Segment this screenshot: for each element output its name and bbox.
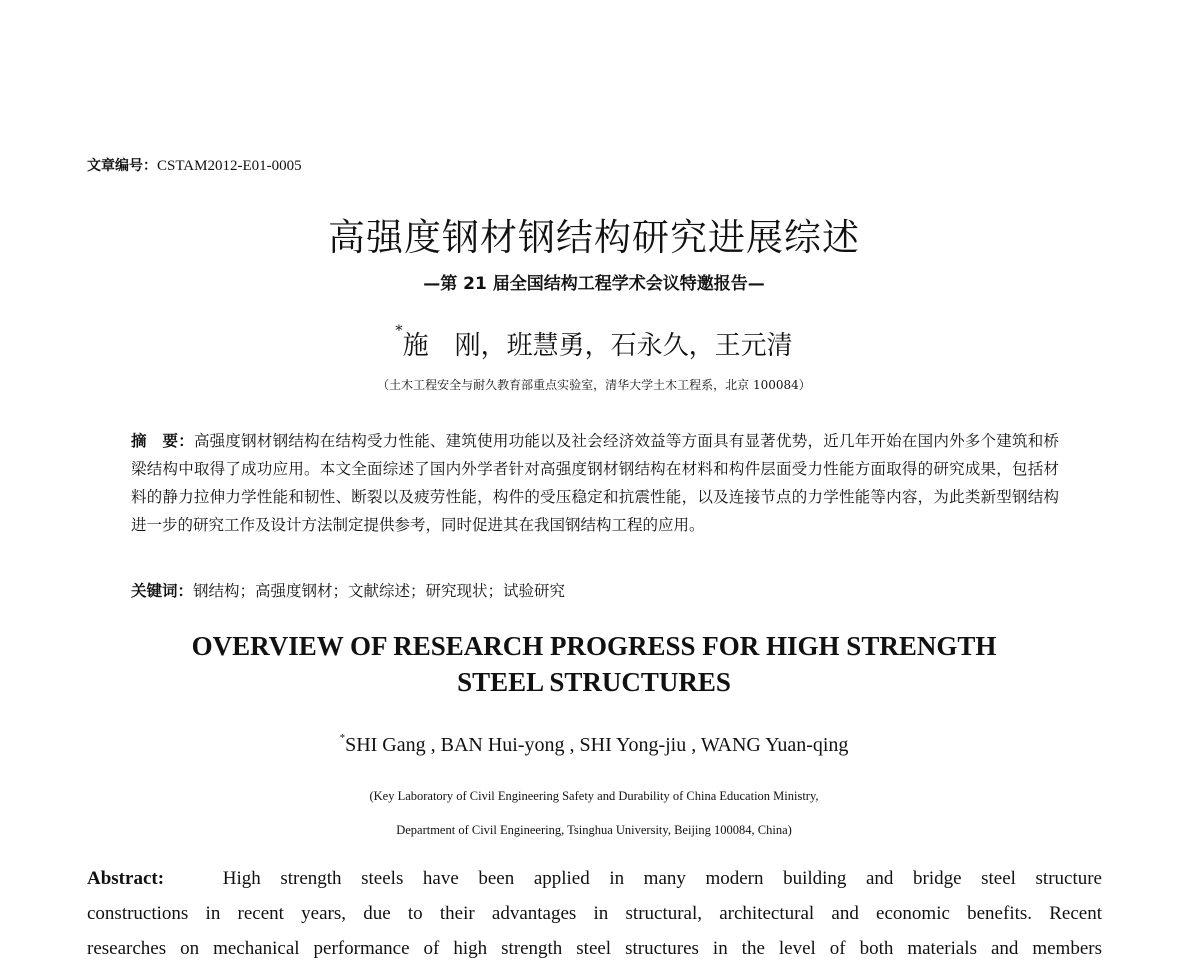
english-title-line-2: STEEL STRUCTURES [457, 667, 731, 697]
english-corresponding-author-mark: * [339, 732, 346, 744]
english-affiliation-line-1: (Key Laboratory of Civil Engineering Safety and Durability of China Education Ministry, [369, 789, 819, 803]
english-abstract [87, 861, 1102, 966]
english-authors [0, 734, 1188, 757]
english-abstract-text-1: High strength steels have been applied in many modern building and bridge steel structure [222, 868, 1102, 889]
chinese-keywords-label: 关键词： [131, 582, 194, 600]
english-author-names: SHI Gang , BAN Hui-yong , SHI Yong-jiu , WANG Yuan-qing [345, 734, 849, 756]
english-abstract-line-2: constructions in recent years, due to their advantages in structural, architectural and economic benefits. Recent [87, 903, 1102, 924]
corresponding-author-mark: * [395, 323, 403, 339]
chinese-abstract [131, 427, 1059, 539]
chinese-author-names: 施 刚，班慧勇，石永久，王元清 [402, 331, 793, 361]
english-title [120, 628, 1068, 700]
english-affiliation [0, 779, 1188, 847]
chinese-keywords [131, 579, 1059, 601]
chinese-subtitle: —第 21 届全国结构工程学术会议特邀报告— [423, 274, 765, 294]
english-abstract-label: Abstract: [87, 868, 165, 889]
chinese-authors [0, 325, 1188, 362]
english-affiliation-line-2: Department of Civil Engineering, Tsinghua University, Beijing 100084, China) [396, 823, 792, 837]
english-abstract-line-1 [87, 861, 1102, 896]
english-abstract-line-3: researches on mechanical performance of high strength steel structures in the level of both materials and members [87, 938, 1102, 959]
chinese-keywords-text: 钢结构；高强度钢材；文献综述；研究现状；试验研究 [193, 582, 566, 600]
article-number [87, 155, 302, 175]
article-number-label: 文章编号： [87, 158, 157, 174]
chinese-abstract-label: 摘 要： [131, 432, 194, 450]
chinese-title: 高强度钢材钢结构研究进展综述 [328, 216, 860, 259]
chinese-abstract-text: 高强度钢材钢结构在结构受力性能、建筑使用功能以及社会经济效益等方面具有显著优势，近几年开始在国内外多个建筑和桥梁结构中取得了成功应用。本文全面综述了国内外学者针对高强度钢材钢结构在材料和构件层面受力性能方面取得的研究成果，包括材料的静力拉伸力学性能和韧性、断裂以及疲劳性能，构件的受压稳定和抗震性能，以及连接节点的力学性能等内容，为此类新型钢结构进一步的研究工作及设计方法制定提供参考，同时促进其在我国钢结构工程的应用。 [131, 432, 1059, 534]
english-title-line-1: OVERVIEW OF RESEARCH PROGRESS FOR HIGH STRENGTH [191, 631, 997, 661]
article-number-value: CSTAM2012-E01-0005 [157, 158, 302, 174]
chinese-affiliation: （土木工程安全与耐久教育部重点实验室，清华大学土木工程系，北京 100084） [377, 378, 811, 392]
